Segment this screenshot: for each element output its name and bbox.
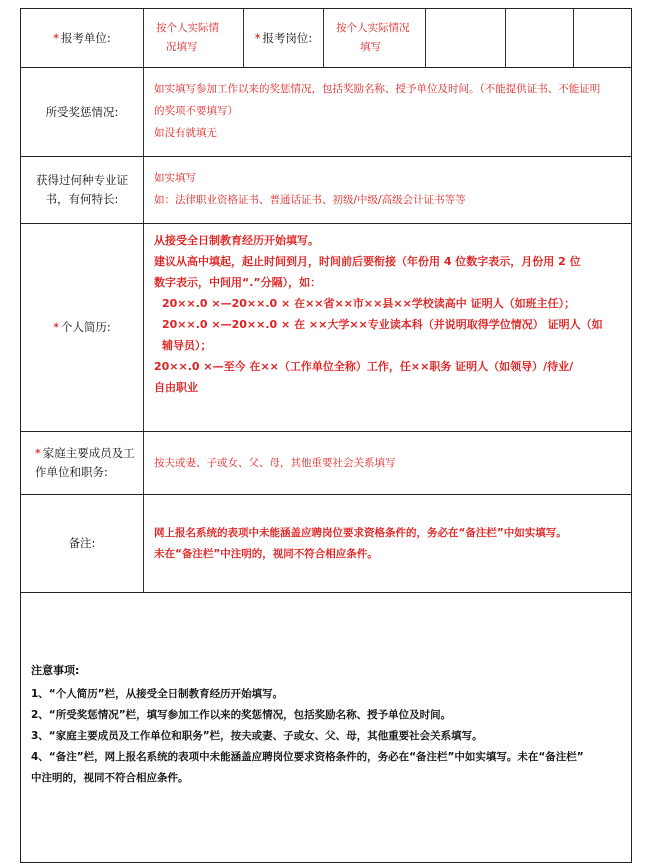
skills-line: 如实填写 <box>154 172 196 184</box>
post-label-cell <box>244 9 324 67</box>
row-skills <box>20 157 632 224</box>
note-item: 3、“家庭主要成员及工作单位和职务”栏，按夫或妻、子或女、父、母，其他重要社会关系填写。 <box>31 730 483 742</box>
post-value-line-2: 填写 <box>360 41 381 53</box>
remarks-line: 未在“备注栏”中注明的，视同不符合相应条件。 <box>154 548 378 560</box>
required-star-icon: * <box>254 30 261 45</box>
required-star-icon: * <box>35 446 41 460</box>
skills-line: 如：法律职业资格证书、普通话证书、初级/中级/高级会计证书等等 <box>154 194 466 206</box>
resume-line: 20××.0 ×—20××.0 × 在××省××市××县××学校读高中 证明人（如班主任）； <box>162 297 576 310</box>
resume-line: 自由职业 <box>154 381 198 394</box>
row-remarks <box>20 495 632 593</box>
resume-label: 个人简历: <box>60 320 111 334</box>
remarks-value-cell[interactable] <box>144 495 631 592</box>
row-application <box>20 9 632 68</box>
family-label-text: 家庭主要成员及工 <box>42 446 135 460</box>
unit-label: 报考单位: <box>60 30 111 45</box>
row-family <box>20 432 632 495</box>
form-table <box>20 8 632 593</box>
post-value-cell[interactable] <box>324 9 426 67</box>
remarks-line: 网上报名系统的表项中未能涵盖应聘岗位要求资格条件的，务必在“备注栏”中如实填写。 <box>154 527 567 539</box>
post-label: 报考岗位: <box>262 30 313 45</box>
unit-value-cell[interactable] <box>144 9 244 67</box>
awards-label-cell <box>21 68 144 156</box>
empty-cell-2[interactable] <box>506 9 574 67</box>
unit-value-line-1: 按个人实际情 <box>156 22 219 34</box>
skills-label-line-1: 获得过何种专业证 <box>36 173 128 187</box>
resume-line: 20××.0 ×—至今 在××（工作单位全称）工作，任××职务 证明人（如领导）/待业/ <box>154 360 574 373</box>
awards-label: 所受奖惩情况: <box>45 104 119 119</box>
awards-line: 如没有就填无 <box>154 127 217 139</box>
unit-value-line-2: 况填写 <box>166 41 198 53</box>
empty-cell-1[interactable] <box>426 9 506 67</box>
unit-label-cell <box>21 9 144 67</box>
registration-form-sheet <box>20 8 632 863</box>
family-label-line-2: 作单位和职务: <box>35 465 108 479</box>
note-item: 1、“个人简历”栏，从接受全日制教育经历开始填写。 <box>31 688 284 700</box>
family-value-cell[interactable] <box>144 432 631 494</box>
resume-line: 辅导员）； <box>162 339 212 352</box>
resume-line: 从接受全日制教育经历开始填写。 <box>154 234 319 247</box>
required-star-icon: * <box>53 30 59 45</box>
note-item: 4、“备注”栏，网上报名系统的表项中未能涵盖应聘岗位要求资格条件的，务必在“备注栏”中如实填写。未在“备注栏” <box>31 751 584 763</box>
awards-value-cell[interactable] <box>144 68 631 156</box>
skills-label-cell <box>21 157 144 223</box>
skills-label-line-2: 书，有何特长: <box>45 192 119 206</box>
empty-cell-3[interactable] <box>574 9 631 67</box>
resume-line: 建议从高中填起，起止时间到月，时间前后要衔接（年份用 4 位数字表示，月份用 2 位 <box>154 255 581 268</box>
notes-title: 注意事项: <box>31 664 80 677</box>
required-star-icon: * <box>53 320 59 334</box>
note-item: 中注明的，视同不符合相应条件。 <box>31 772 189 784</box>
resume-value-cell[interactable] <box>144 224 631 431</box>
note-item: 2、“所受奖惩情况”栏，填写参加工作以来的奖惩情况，包括奖励名称、授予单位及时间。 <box>31 709 452 721</box>
remarks-label: 备注: <box>68 536 96 550</box>
notes-section <box>20 592 632 863</box>
row-resume <box>20 224 632 432</box>
family-label-line-1 <box>35 444 135 463</box>
notes-list <box>31 684 623 789</box>
remarks-label-cell <box>21 495 144 592</box>
awards-line: 如实填写参加工作以来的奖惩情况，包括奖励名称、授予单位及时间。（不能提供证书、不能证明 <box>154 83 601 95</box>
resume-line: 20××.0 ×—20××.0 × 在 ××大学××专业读本科（并说明取得学位情况） 证明人（如 <box>162 318 603 331</box>
resume-line: 数字表示，中间用“.”分隔），如： <box>154 276 322 289</box>
awards-line: 的奖项不要填写） <box>154 105 238 117</box>
row-awards <box>20 68 632 157</box>
family-label-cell <box>21 432 144 494</box>
post-value-line-1: 按个人实际情况 <box>336 22 410 34</box>
skills-value-cell[interactable] <box>144 157 631 223</box>
family-value: 按夫或妻、子或女、父、母，其他重要社会关系填写 <box>154 457 396 469</box>
resume-label-cell <box>21 224 144 431</box>
